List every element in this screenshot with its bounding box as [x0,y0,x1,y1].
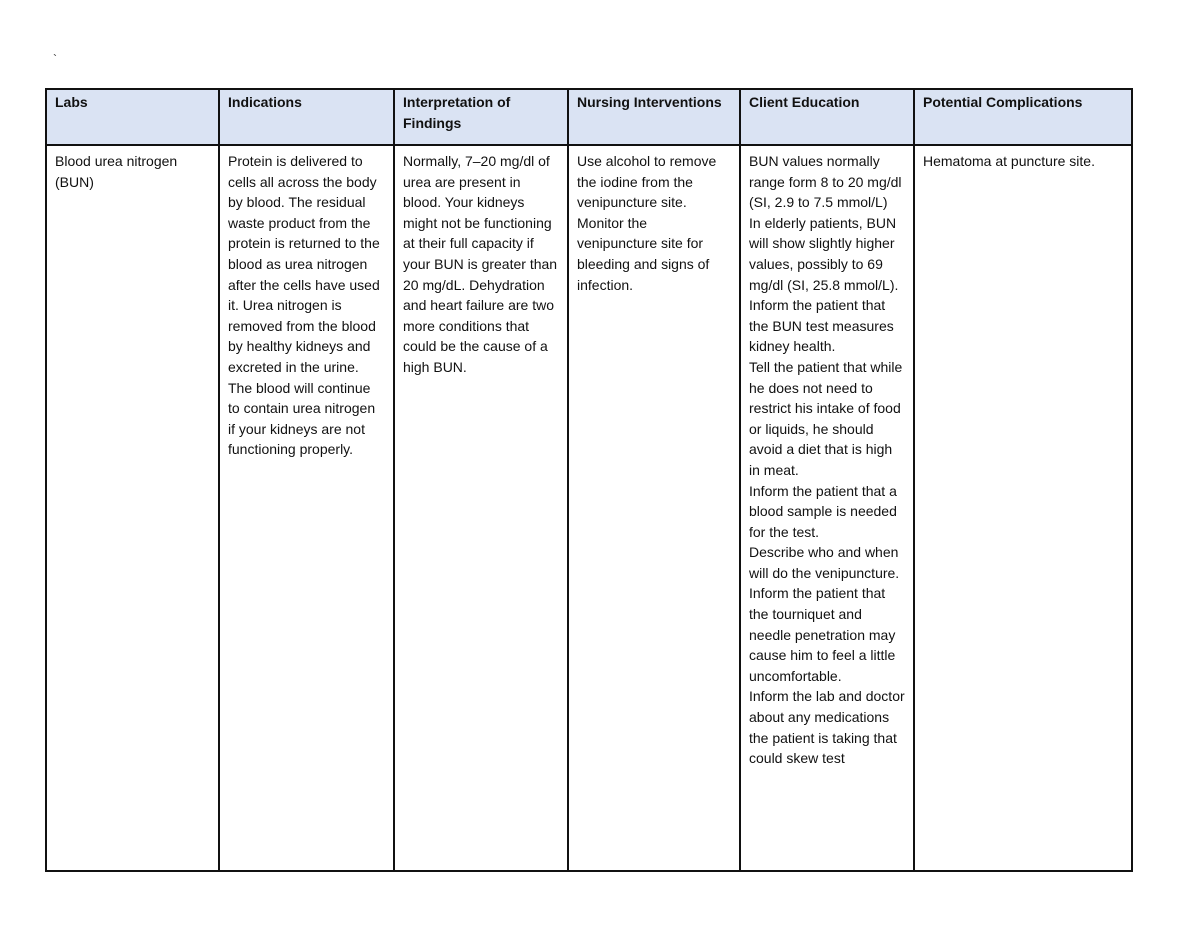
cell-client-education [740,145,914,871]
education-line: Inform the lab and doctor about any medications the patient is taking that could skew test [749,688,905,767]
header-labs: Labs [46,89,219,145]
header-interpretation: Interpretation of Findings [394,89,568,145]
education-line: Inform the patient that a blood sample is needed for the test. [749,482,897,540]
header-client-education: Client Education [740,89,914,145]
cell-interpretation: Normally, 7–20 mg/dl of urea are present in blood. Your kidneys might not be functioning at their full capacity if your BUN is greater than 20 mg/dL. Dehydration and heart failure are two more conditions that could be the cause of a high BUN. [394,145,568,871]
education-line: Inform the patient that the tourniquet and needle penetration may cause him to feel a little uncomfortable. [749,585,896,684]
education-line: Describe who and when will do the venipuncture. [749,544,900,581]
header-nursing-interventions: Nursing Interventions [568,89,740,145]
education-line: Tell the patient that while he does not need to restrict his intake of food or liquids, he should avoid a diet that is high in meat. [749,358,903,478]
cell-potential-complications: Hematoma at puncture site. [914,145,1132,871]
header-row [46,89,1132,145]
header-indications: Indications [219,89,394,145]
education-line: In elderly patients, BUN will show slightly higher values, possibly to 69 mg/dl (SI, 25.8 mmol/L). [749,214,899,293]
lab-table [45,88,1133,872]
header-potential-complications: Potential Complications [914,89,1132,145]
cell-nursing-interventions: Use alcohol to remove the iodine from the venipuncture site. Monitor the venipuncture site for bleeding and signs of infection. [568,145,740,871]
page-mark: ` [53,52,57,66]
table-row [46,145,1132,871]
education-line: BUN values normally range form 8 to 20 mg/dl (SI, 2.9 to 7.5 mmol/L) [749,153,902,211]
cell-lab: Blood urea nitrogen (BUN) [46,145,219,871]
education-line: Inform the patient that the BUN test measures kidney health. [749,297,894,355]
cell-indications: Protein is delivered to cells all across the body by blood. The residual waste product from the protein is returned to the blood as urea nitrogen after the cells have used it. Urea nitrogen is removed from the blood by healthy kidneys and excreted in the urine. The blood will continue to contain urea nitrogen if your kidneys are not functioning properly. [219,145,394,871]
